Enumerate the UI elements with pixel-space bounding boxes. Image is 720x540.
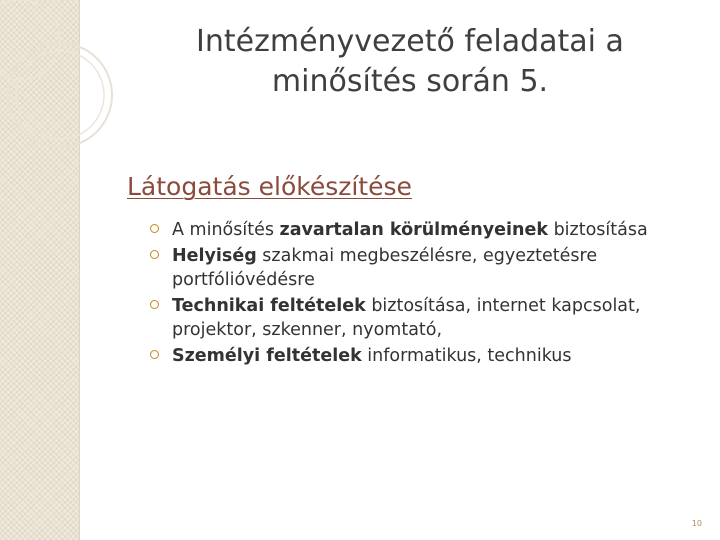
circle-bullet-icon xyxy=(150,224,159,233)
page-number: 10 xyxy=(691,519,702,528)
decorative-circles xyxy=(0,0,160,200)
title-line-1: Intézményvezető feladatai a xyxy=(196,24,624,59)
slide-title xyxy=(150,22,670,102)
bullet-text-bold: Technikai feltételek xyxy=(172,296,366,316)
bullet-item xyxy=(150,218,710,242)
bullet-text-bold: zavartalan körülményeinek xyxy=(279,220,548,240)
bullet-text-post: szakmai megbeszélésre, egyeztetésre portfólióvédésre xyxy=(172,246,598,290)
bullet-text-post: informatikus, technikus xyxy=(361,346,572,366)
bullet-text-post: biztosítása, internet kapcsolat, projektor, szkenner, nyomtató, xyxy=(172,296,641,340)
title-line-2: minősítés során 5. xyxy=(271,64,549,99)
bullet-text-post: biztosítása xyxy=(548,220,648,240)
circle-bullet-icon xyxy=(150,250,159,259)
bullet-item xyxy=(150,244,710,292)
bullet-item xyxy=(150,294,710,342)
bullet-text-pre: A minősítés xyxy=(172,220,280,240)
section-heading: Látogatás előkészítése xyxy=(127,172,412,201)
circle-bullet-icon xyxy=(150,300,159,309)
bullet-item xyxy=(150,344,710,368)
bullet-text-bold: Helyiség xyxy=(172,246,257,266)
bullet-text-bold: Személyi feltételek xyxy=(172,346,362,366)
circle-bullet-icon xyxy=(150,350,159,359)
bullet-list xyxy=(150,218,710,370)
